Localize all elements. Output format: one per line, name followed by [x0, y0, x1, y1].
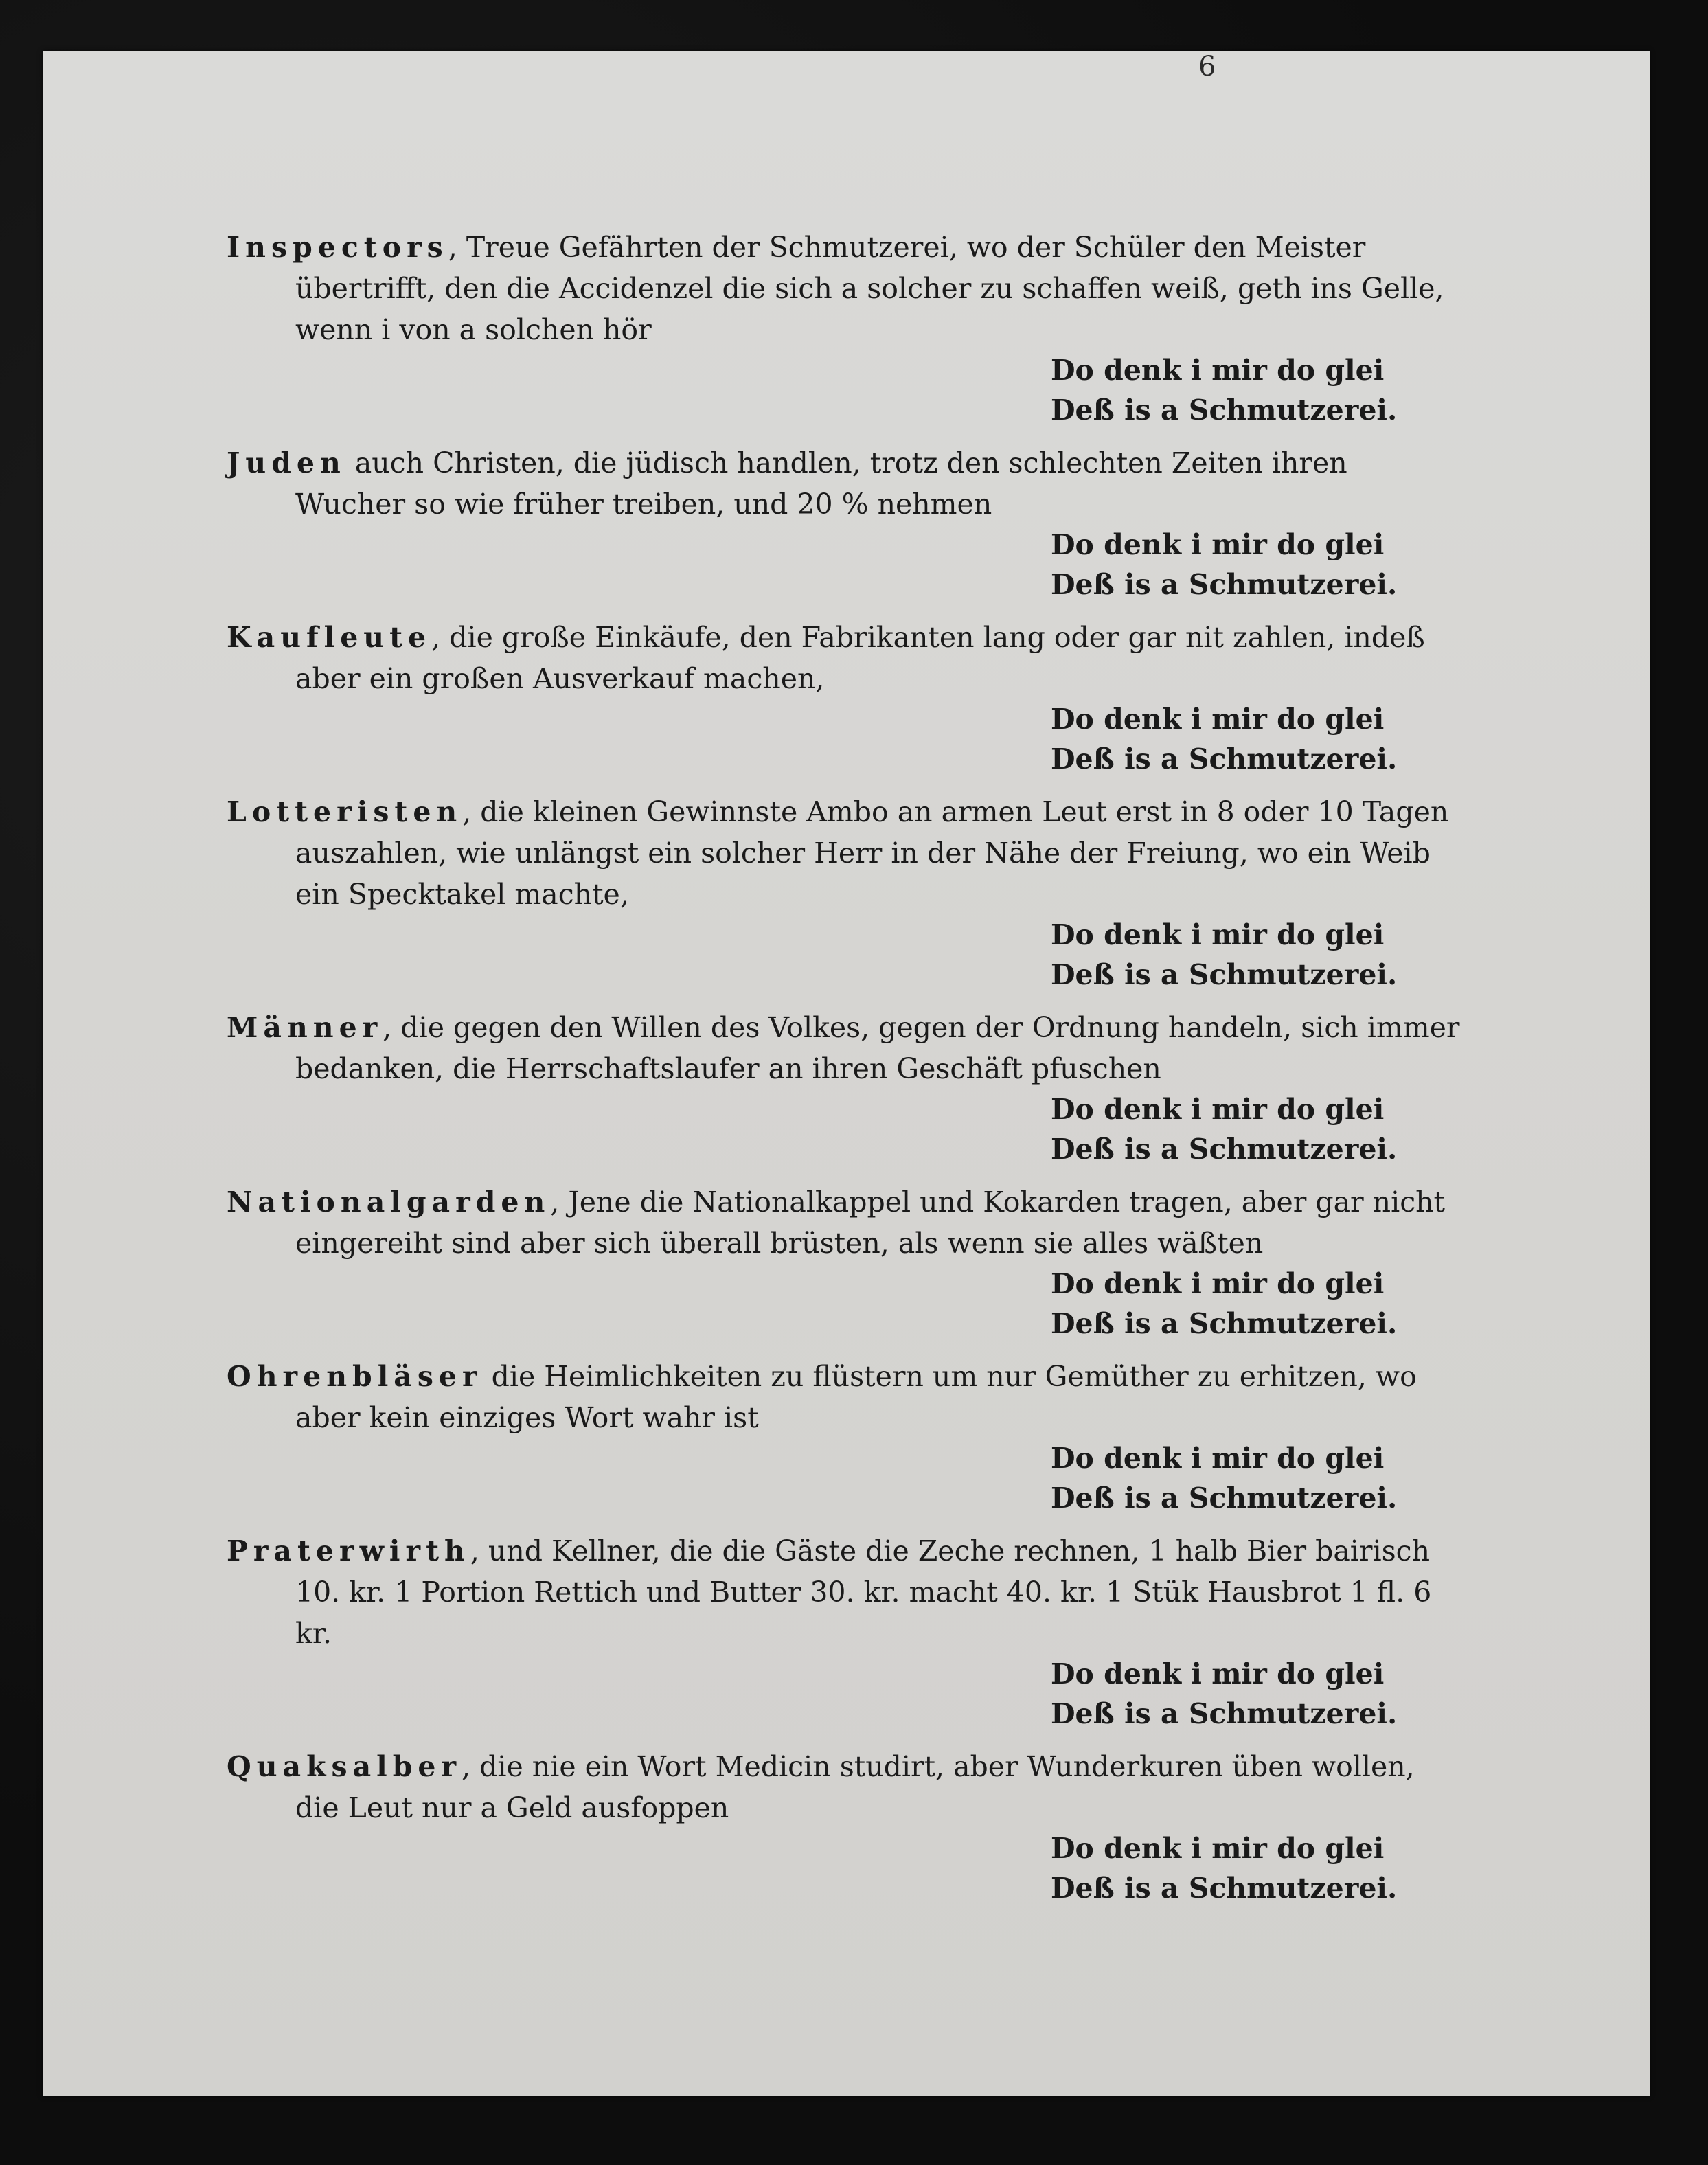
entry-heading: Ohrenbläser	[227, 1360, 483, 1393]
entry-heading: Juden	[227, 446, 346, 479]
entry-text	[227, 1746, 1463, 1828]
refrain	[1051, 915, 1463, 995]
entry	[227, 442, 1463, 604]
refrain-line-2: Deß is a Schmutzerei.	[1051, 568, 1398, 601]
refrain-line-1: Do denk i mir do glei	[1051, 1267, 1385, 1300]
entry	[227, 1356, 1463, 1518]
refrain-line-2: Deß is a Schmutzerei.	[1051, 958, 1398, 991]
entry-heading: Lotteristen	[227, 795, 463, 828]
entry	[227, 227, 1463, 430]
entry-body: , die gegen den Willen des Volkes, gegen der Ordnung handeln, sich immer bedanken, die Herrschaftslaufer an ihren Geschäft pfuschen	[295, 1011, 1460, 1085]
entry	[227, 617, 1463, 779]
entry-heading: Inspectors	[227, 231, 448, 264]
refrain	[1051, 1438, 1463, 1518]
document-body	[227, 227, 1463, 1920]
refrain	[1051, 1264, 1463, 1344]
entry-body: , Jene die Nationalkappel und Kokarden tragen, aber gar nicht eingereiht sind aber sich überall brüsten, als wenn sie alles wäßten	[295, 1186, 1446, 1260]
refrain-line-2: Deß is a Schmutzerei.	[1051, 1133, 1398, 1166]
refrain	[1051, 699, 1463, 779]
entry-body: die Heimlichkeiten zu flüstern um nur Gemüther zu erhitzen, wo aber kein einziges Wort wahr ist	[295, 1360, 1417, 1434]
refrain-line-2: Deß is a Schmutzerei.	[1051, 1872, 1398, 1905]
refrain-line-2: Deß is a Schmutzerei.	[1051, 1307, 1398, 1340]
refrain-line-1: Do denk i mir do glei	[1051, 918, 1385, 951]
entry-text	[227, 791, 1463, 915]
entry-heading: Praterwirth	[227, 1534, 470, 1567]
refrain	[1051, 525, 1463, 604]
refrain-line-1: Do denk i mir do glei	[1051, 354, 1385, 387]
entry	[227, 1007, 1463, 1169]
entry-text	[227, 1356, 1463, 1438]
entry-body: , Treue Gefährten der Schmutzerei, wo der Schüler den Meister übertrifft, den die Accidenzel die sich a solcher zu schaffen weiß, geth ins Gelle, wenn i von a solchen hör	[295, 231, 1444, 346]
entry-heading: Männer	[227, 1011, 383, 1044]
entry	[227, 1530, 1463, 1734]
refrain-line-2: Deß is a Schmutzerei.	[1051, 743, 1398, 775]
entry-body: , die kleinen Gewinnste Ambo an armen Leut erst in 8 oder 10 Tagen auszahlen, wie unlängst ein solcher Herr in der Nähe der Freiung, wo ein Weib ein Specktakel machte,	[295, 795, 1449, 911]
entry-text	[227, 1530, 1463, 1654]
entry-text	[227, 1007, 1463, 1089]
refrain	[1051, 1089, 1463, 1169]
entry-text	[227, 442, 1463, 525]
refrain	[1051, 1654, 1463, 1734]
entry-body: , die große Einkäufe, den Fabrikanten lang oder gar nit zahlen, indeß aber ein großen Ausverkauf machen,	[295, 621, 1425, 695]
entry-text	[227, 227, 1463, 350]
entry	[227, 791, 1463, 995]
entry-body: auch Christen, die jüdisch handlen, trotz den schlechten Zeiten ihren Wucher so wie früher treiben, und 20 % nehmen	[295, 446, 1347, 521]
refrain-line-1: Do denk i mir do glei	[1051, 1442, 1385, 1475]
entry	[227, 1181, 1463, 1344]
entry-text	[227, 1181, 1463, 1264]
entry-heading: Quaksalber	[227, 1750, 462, 1783]
entry-heading: Nationalgarden	[227, 1186, 551, 1218]
refrain-line-1: Do denk i mir do glei	[1051, 528, 1385, 561]
entry-heading: Kaufleute	[227, 621, 432, 654]
refrain-line-1: Do denk i mir do glei	[1051, 703, 1385, 736]
refrain-line-1: Do denk i mir do glei	[1051, 1657, 1385, 1690]
refrain-line-2: Deß is a Schmutzerei.	[1051, 1482, 1398, 1515]
page-mark: 6	[1198, 51, 1216, 82]
refrain-line-1: Do denk i mir do glei	[1051, 1093, 1385, 1126]
refrain-line-2: Deß is a Schmutzerei.	[1051, 394, 1398, 427]
refrain	[1051, 1828, 1463, 1908]
refrain	[1051, 350, 1463, 430]
entry-body: , die nie ein Wort Medicin studirt, aber Wunderkuren üben wollen, die Leut nur a Geld ausfoppen	[295, 1750, 1415, 1824]
refrain-line-2: Deß is a Schmutzerei.	[1051, 1697, 1398, 1730]
entry-text	[227, 617, 1463, 699]
entry-body: , und Kellner, die die Gäste die Zeche rechnen, 1 halb Bier bairisch 10. kr. 1 Portion Rettich und Butter 30. kr. macht 40. kr. 1 Stük Hausbrot 1 fl. 6 kr.	[295, 1534, 1432, 1650]
refrain-line-1: Do denk i mir do glei	[1051, 1832, 1385, 1865]
entry	[227, 1746, 1463, 1908]
